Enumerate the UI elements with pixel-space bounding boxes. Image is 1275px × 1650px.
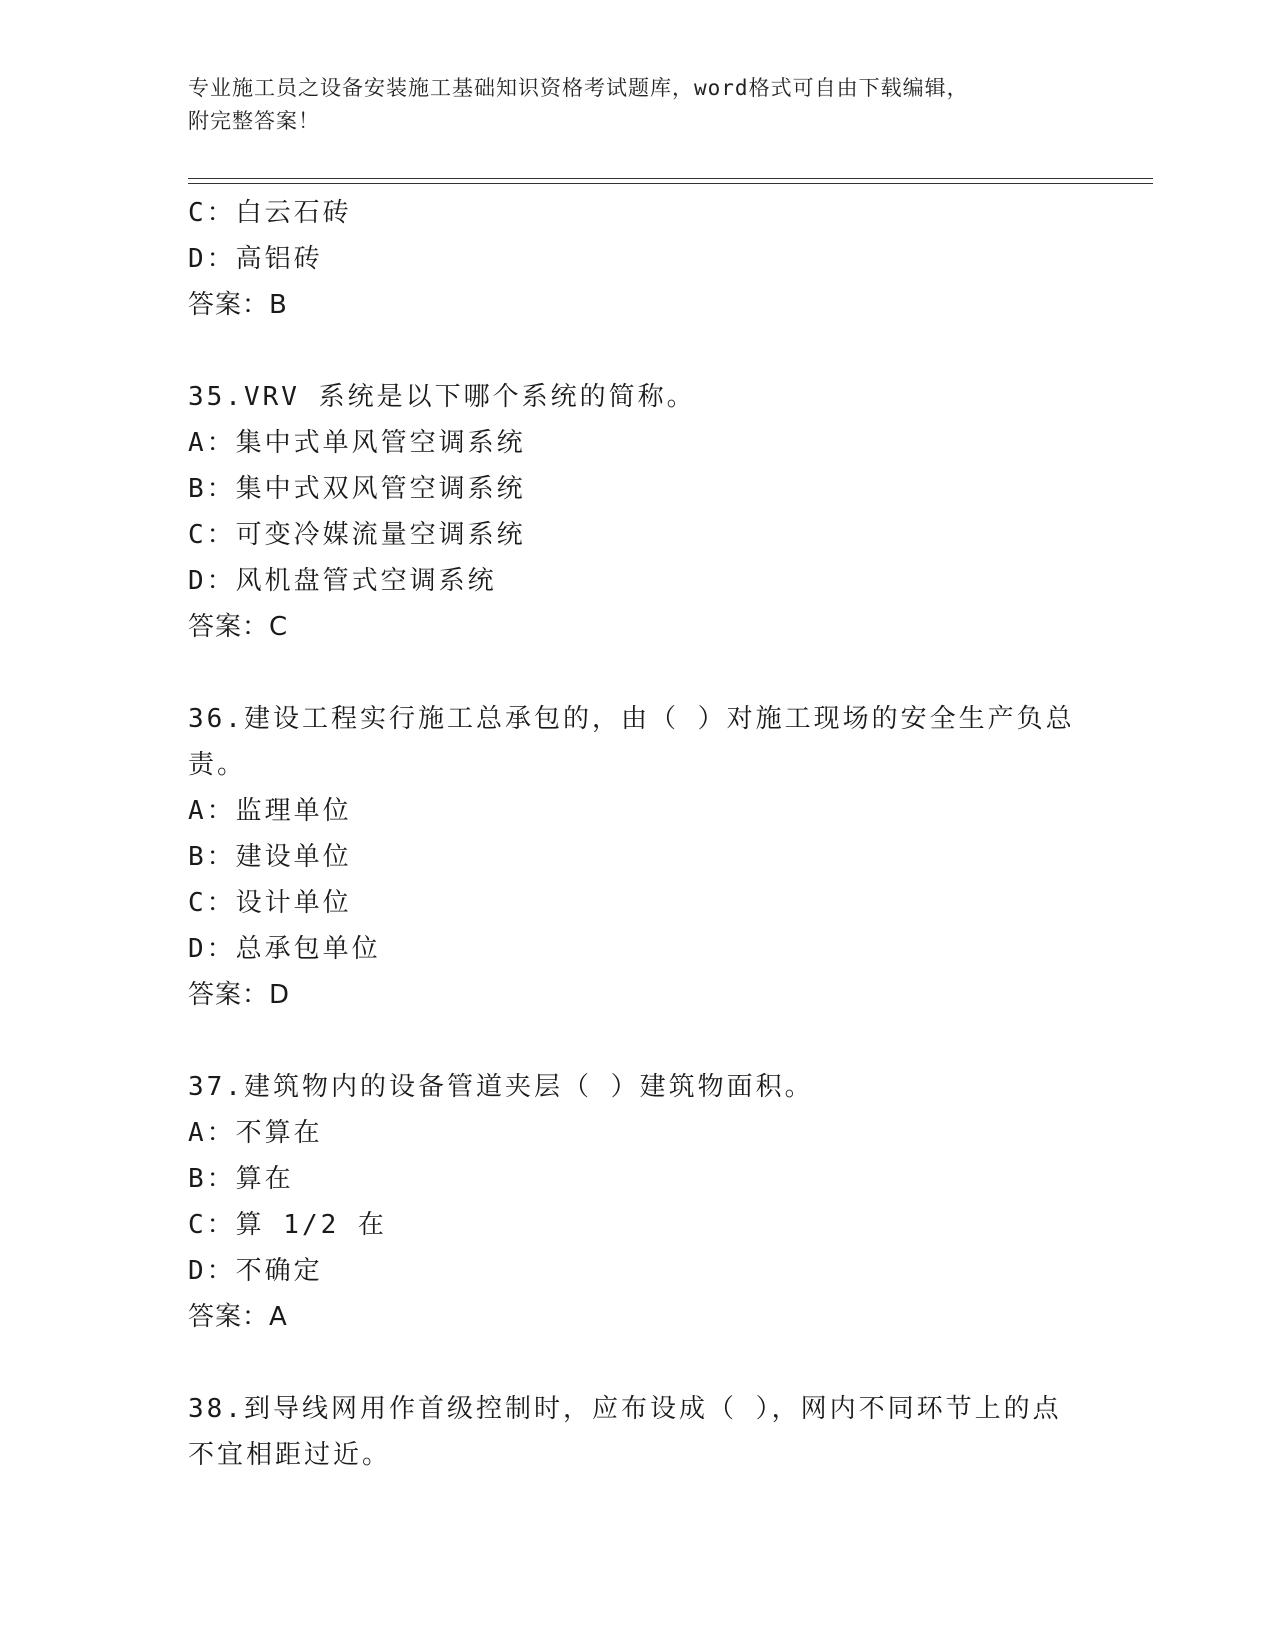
question-stem: 37.建筑物内的设备管道夹层（ ）建筑物面积。	[188, 1072, 814, 1102]
option-c: C：算 1/2 在	[188, 1210, 387, 1240]
spacer	[188, 1018, 1088, 1064]
answer-label: 答案：D	[188, 980, 291, 1010]
option-c: C：可变冷媒流量空调系统	[188, 520, 526, 550]
option-d: D：总承包单位	[188, 934, 381, 964]
option-d: D：不确定	[188, 1256, 323, 1286]
option-c: C：白云石砖	[188, 198, 352, 228]
question-block-37	[188, 1064, 1088, 1340]
option-a: A：集中式单风管空调系统	[188, 428, 526, 458]
question-stem-line-2: 不宜相距过近。	[188, 1440, 392, 1470]
answer-label: 答案：B	[188, 290, 288, 320]
question-block-35	[188, 374, 1088, 650]
spacer	[188, 650, 1088, 696]
question-block-36	[188, 696, 1088, 1018]
spacer	[188, 1340, 1088, 1386]
question-block-38	[188, 1386, 1088, 1478]
option-b: B：算在	[188, 1164, 294, 1194]
answer-label: 答案：C	[188, 612, 289, 642]
option-b: B：集中式双风管空调系统	[188, 474, 526, 504]
document-header	[188, 72, 1088, 138]
option-b: B：建设单位	[188, 842, 352, 872]
question-stem-line-2: 责。	[188, 750, 247, 780]
question-block-34	[188, 190, 1088, 328]
header-divider-bottom	[188, 183, 1153, 184]
header-line-1: 专业施工员之设备安装施工基础知识资格考试题库，word格式可自由下载编辑，	[188, 76, 969, 100]
option-c: C：设计单位	[188, 888, 352, 918]
option-d: D：风机盘管式空调系统	[188, 566, 497, 596]
answer-label: 答案：A	[188, 1302, 288, 1332]
option-a: A：不算在	[188, 1118, 323, 1148]
question-list	[188, 190, 1088, 1478]
header-divider-top	[188, 178, 1153, 179]
question-stem-line-1: 38.到导线网用作首级控制时，应布设成（ ），网内不同环节上的点	[188, 1394, 1062, 1424]
spacer	[188, 328, 1088, 374]
option-a: A：监理单位	[188, 796, 352, 826]
header-line-2: 附完整答案！	[188, 109, 320, 133]
question-stem-line-1: 36.建设工程实行施工总承包的，由（ ）对施工现场的安全生产负总	[188, 704, 1075, 734]
question-stem: 35.VRV 系统是以下哪个系统的简称。	[188, 382, 696, 412]
option-d: D：高铝砖	[188, 244, 323, 274]
